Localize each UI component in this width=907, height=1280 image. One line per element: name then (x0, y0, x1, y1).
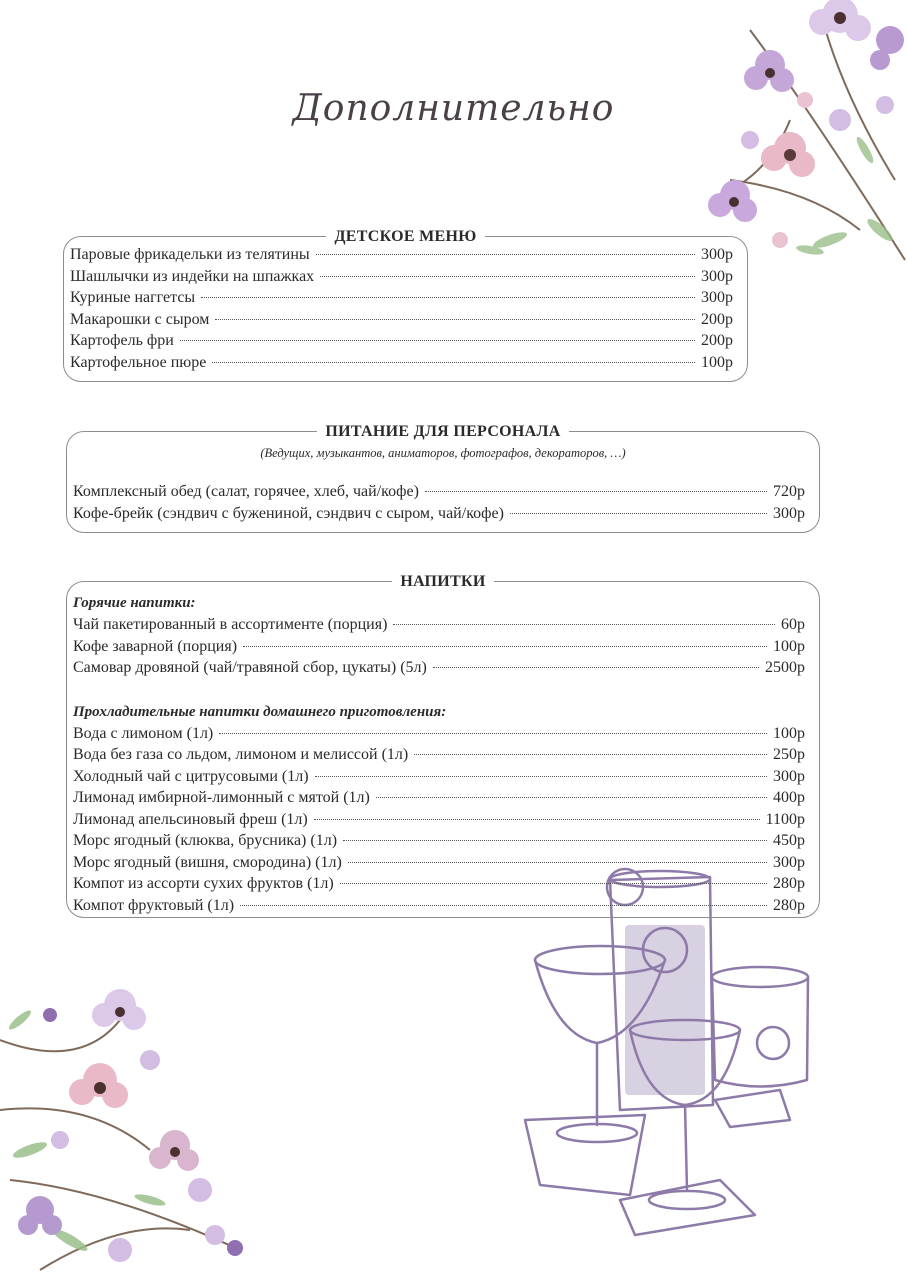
dot-leader (433, 667, 759, 668)
menu-item-row (73, 852, 805, 874)
menu-item-row (70, 352, 733, 374)
dot-leader (316, 254, 695, 255)
drinks-title: НАПИТКИ (392, 573, 493, 590)
menu-item-row (73, 744, 805, 766)
menu-item-row (70, 287, 733, 309)
menu-item-price: 250р (773, 746, 805, 763)
menu-item-name: Картофель фри (70, 332, 174, 349)
menu-item-name: Лимонад имбирной-лимонный с мятой (1л) (73, 789, 370, 806)
flower-decoration-bottom-left (0, 980, 260, 1280)
page-title: Дополнительно (292, 88, 615, 129)
menu-item-name: Макарошки с сыром (70, 310, 210, 328)
menu-item-row (73, 873, 805, 895)
dot-leader (343, 840, 767, 841)
dot-leader (414, 754, 767, 755)
dot-leader (315, 776, 767, 777)
menu-item-name: Кофе заварной (порция) (73, 637, 238, 655)
drinks-section (66, 573, 820, 918)
dot-leader (340, 883, 767, 884)
menu-item-price: 280р (773, 896, 805, 914)
menu-item-row (73, 481, 805, 503)
dot-leader (240, 905, 767, 906)
menu-item-name: Вода без газа со льдом, лимоном и мелиссой (1л) (73, 746, 409, 763)
cold-drinks-list (73, 723, 805, 917)
menu-item-price: 100р (701, 353, 733, 371)
hot-drinks-heading: Горячие напитки: (73, 595, 196, 611)
menu-item-row (70, 244, 733, 266)
menu-item-row (70, 309, 733, 331)
section-gap (73, 679, 805, 702)
staff-meals-title-wrap (67, 421, 819, 441)
drinks-title-wrap (67, 571, 819, 591)
menu-item-name: Холодный чай с цитрусовыми (1л) (73, 767, 309, 785)
dot-leader (510, 513, 767, 514)
dot-leader (393, 624, 775, 625)
menu-item-row (73, 787, 805, 809)
menu-item-price: 300р (701, 246, 733, 263)
dot-leader (314, 819, 760, 820)
menu-item-price: 300р (773, 504, 805, 522)
menu-item-price: 720р (773, 483, 805, 500)
menu-item-price: 300р (773, 767, 805, 785)
dot-leader (425, 491, 767, 492)
menu-item-price: 400р (773, 789, 805, 806)
menu-item-name: Самовар дровяной (чай/травяной сбор, цукаты) (5л) (73, 659, 427, 676)
dot-leader (215, 319, 695, 320)
menu-item-name: Компот из ассорти сухих фруктов (1л) (73, 875, 334, 892)
kids-menu-title: ДЕТСКОЕ МЕНЮ (326, 228, 484, 245)
menu-item-row (73, 809, 805, 831)
dot-leader (348, 862, 767, 863)
menu-item-price: 200р (701, 332, 733, 349)
staff-meals-title: ПИТАНИЕ ДЛЯ ПЕРСОНАЛА (317, 423, 568, 440)
menu-item-row (73, 723, 805, 745)
menu-item-name: Паровые фрикадельки из телятины (70, 246, 310, 263)
kids-menu-section (63, 228, 748, 382)
menu-item-row (73, 657, 805, 679)
cocktail-illustration (515, 865, 815, 1245)
menu-item-name: Картофельное пюре (70, 353, 207, 371)
menu-item-price: 60р (781, 616, 805, 633)
menu-item-name: Чай пакетированный в ассортименте (порция) (73, 616, 388, 633)
kids-menu-title-wrap (64, 226, 747, 246)
menu-item-name: Компот фруктовый (1л) (73, 896, 235, 914)
menu-item-name: Кофе-брейк (сэндвич с бужениной, сэндвич с сыром, чай/кофе) (73, 504, 504, 522)
hot-drinks-list (73, 614, 805, 679)
menu-item-row (73, 895, 805, 917)
menu-item-price: 300р (773, 853, 805, 871)
menu-item-price: 1100р (765, 810, 805, 828)
menu-item-row (73, 614, 805, 636)
menu-item-price: 200р (701, 310, 733, 328)
dot-leader (243, 646, 767, 647)
menu-item-row (70, 330, 733, 352)
cold-drinks-heading: Прохладительные напитки домашнего приготовления: (73, 703, 447, 720)
menu-item-row (73, 766, 805, 788)
menu-item-price: 300р (701, 289, 733, 306)
dot-leader (320, 276, 695, 277)
staff-meals-subtitle: (Ведущих, музыкантов, аниматоров, фотографов, декораторов, …) (260, 446, 626, 460)
menu-item-name: Куриные наггетсы (70, 289, 196, 306)
menu-item-price: 300р (701, 267, 733, 285)
menu-item-name: Шашлычки из индейки на шпажках (70, 267, 315, 285)
dot-leader (376, 797, 767, 798)
dot-leader (180, 340, 695, 341)
menu-item-price: 450р (773, 832, 805, 849)
menu-item-name: Морс ягодный (клюква, брусника) (1л) (73, 832, 338, 849)
menu-item-name: Лимонад апельсиновый фреш (1л) (73, 810, 308, 828)
drinks-list (73, 593, 805, 916)
menu-item-price: 2500р (765, 659, 805, 676)
menu-item-row (73, 636, 805, 658)
staff-meals-section (66, 423, 820, 533)
menu-item-name: Морс ягодный (вишня, смородина) (1л) (73, 853, 342, 871)
dot-leader (219, 733, 767, 734)
kids-menu-list (70, 244, 733, 373)
menu-item-row (70, 266, 733, 288)
menu-item-name: Комплексный обед (салат, горячее, хлеб, чай/кофе) (73, 483, 419, 500)
dot-leader (212, 362, 695, 363)
menu-item-price: 100р (773, 724, 805, 742)
menu-item-row (73, 830, 805, 852)
staff-meals-list (73, 481, 805, 524)
dot-leader (201, 297, 695, 298)
menu-item-price: 100р (773, 637, 805, 655)
menu-item-name: Вода с лимоном (1л) (73, 724, 214, 742)
menu-item-row (73, 503, 805, 525)
menu-item-price: 280р (773, 875, 805, 892)
